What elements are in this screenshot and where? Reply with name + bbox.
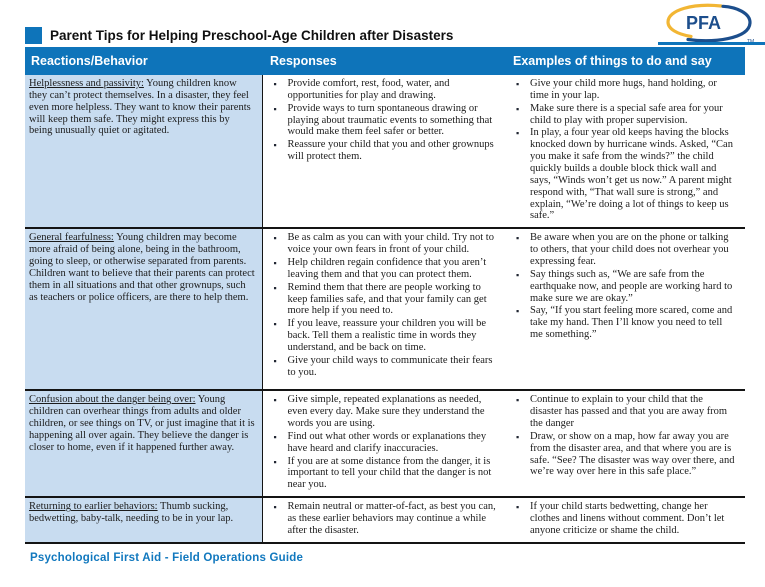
column-header-responses: Responses — [262, 47, 505, 75]
reaction-cell — [25, 497, 262, 543]
bullet-list — [271, 232, 498, 378]
bullet-item: ▪ Reassure your child that you and other grownups will protect them. — [271, 139, 498, 163]
examples-cell — [505, 390, 745, 497]
page-title: Parent Tips for Helping Preschool-Age Children after Disasters — [50, 28, 454, 43]
footer-title: Psychological First Aid - Field Operations Guide — [30, 552, 304, 564]
bullet-list — [271, 501, 498, 537]
column-header-examples: Examples of things to do and say — [505, 47, 745, 75]
bullet-item: ▪ Give your child ways to communicate their fears to you. — [271, 355, 498, 379]
reaction-text: Thumb sucking, bedwetting, baby-talk, needing to be in your lap. — [29, 501, 234, 525]
pfa-logo-text: PFA — [686, 13, 722, 33]
title-accent-square — [25, 27, 42, 44]
reaction-lead: General fearfulness: — [29, 232, 114, 244]
table-row — [25, 75, 745, 228]
examples-cell — [505, 497, 745, 543]
bullet-item: ▪ Help children regain confidence that you aren’t leaving them and that you can protect them. — [271, 257, 498, 281]
bullet-item: ▪ Provide comfort, rest, food, water, and opportunities for play and drawing. — [271, 78, 498, 102]
table-body — [25, 75, 745, 543]
table-row — [25, 497, 745, 543]
reaction-cell — [25, 390, 262, 497]
bullet-item: ▪ Make sure there is a special safe area for your child to play with proper supervision. — [513, 103, 737, 127]
reaction-lead: Confusion about the danger being over: — [29, 394, 196, 406]
reaction-text: Young children may become more afraid of being alone, being in the bathroom, going to sleep, or otherwise separated from parents. Children want to believe that their parents can protect them in all situations and that other grownups, such as teachers or police officers, are there to help them. — [29, 232, 255, 303]
bullet-item: ▪ In play, a four year old keeps having the blocks knocked down by hurricane winds. Asked, “Can you make it safe from the winds?” the child quickly builds a double block thick wall and says, “Winds won’t get us now.” A parent might respond with, “That wall sure is strong,” and explain, “We’re doing a lot of things to keep us safe.” — [513, 127, 737, 222]
bullet-item: ▪ Remain neutral or matter-of-fact, as best you can, as these earlier behaviors may continue a while after the disaster. — [271, 501, 498, 537]
bullet-item: ▪ If your child starts bedwetting, change her clothes and linens without comment. Don’t let anyone criticize or shame the child. — [513, 501, 737, 537]
reaction-text: Young children can overhear things from adults and older children, or see things on TV, or just imagine that it is happening all over again. They believe the danger is closer to home, even if it happened further away. — [29, 394, 255, 453]
bullet-list — [513, 78, 737, 222]
reaction-text: Young children know they can’t protect themselves. In a disaster, they feel even more helpless. They want to know their parents will keep them safe. They might express this by being unusually quiet or agitated. — [29, 78, 251, 137]
responses-cell — [262, 390, 505, 497]
bullet-item: ▪ If you leave, reassure your children you will be back. Tell them a realistic time in words they understand, and be back on time. — [271, 318, 498, 354]
bullet-item: ▪ Give simple, repeated explanations as needed, even every day. Make sure they understand the words you are using. — [271, 394, 498, 430]
examples-cell — [505, 75, 745, 228]
table-header-row — [25, 47, 745, 75]
parent-tips-table — [25, 47, 745, 544]
bullet-item: ▪ Continue to explain to your child that the disaster has passed and that you are away from the danger — [513, 394, 737, 430]
responses-cell — [262, 497, 505, 543]
bullet-item: ▪ Give your child more hugs, hand holding, or time in your lap. — [513, 78, 737, 102]
table-row — [25, 228, 745, 390]
bullet-list — [513, 501, 737, 537]
bullet-list — [513, 232, 737, 341]
table-row — [25, 390, 745, 497]
bullet-list — [271, 78, 498, 163]
header-rule — [658, 42, 765, 45]
column-header-reactions: Reactions/Behavior — [25, 47, 262, 75]
reaction-lead: Returning to earlier behaviors: — [29, 501, 158, 513]
examples-cell — [505, 228, 745, 390]
bullet-list — [513, 394, 737, 478]
bullet-list — [271, 394, 498, 491]
bullet-item: ▪ Say, “If you start feeling more scared, come and take my hand. Then I’ll know you need to tell me something.” — [513, 305, 737, 341]
bullet-item: ▪ Draw, or show on a map, how far away you are from the disaster area, and that where you are is safe. “See? The disaster was way over there, and we’re way over here in this safe place.” — [513, 431, 737, 478]
bullet-item: ▪ Remind them that there are people working to keep families safe, and that your family can get more help if you need to. — [271, 282, 498, 318]
responses-cell — [262, 228, 505, 390]
responses-cell — [262, 75, 505, 228]
bullet-item: ▪ If you are at some distance from the danger, it is important to tell your child that the danger is not near you. — [271, 456, 498, 492]
reaction-lead: Helplessness and passivity: — [29, 78, 144, 89]
bullet-item: ▪ Find out what other words or explanations they have heard and clarify inaccuracies. — [271, 431, 498, 455]
bullet-item: ▪ Provide ways to turn spontaneous drawing or playing about traumatic events to something that would make them feel safer or better. — [271, 103, 498, 139]
reaction-cell — [25, 228, 262, 390]
bullet-item: ▪ Be aware when you are on the phone or talking to others, that your child does not overhear you expressing fear. — [513, 232, 737, 268]
bullet-item: ▪ Be as calm as you can with your child. Try not to voice your own fears in front of your child. — [271, 232, 498, 256]
title-row — [25, 27, 453, 44]
bullet-item: ▪ Say things such as, “We are safe from the earthquake now, and people are working hard to make sure we are okay.” — [513, 269, 737, 305]
reaction-cell — [25, 75, 262, 228]
